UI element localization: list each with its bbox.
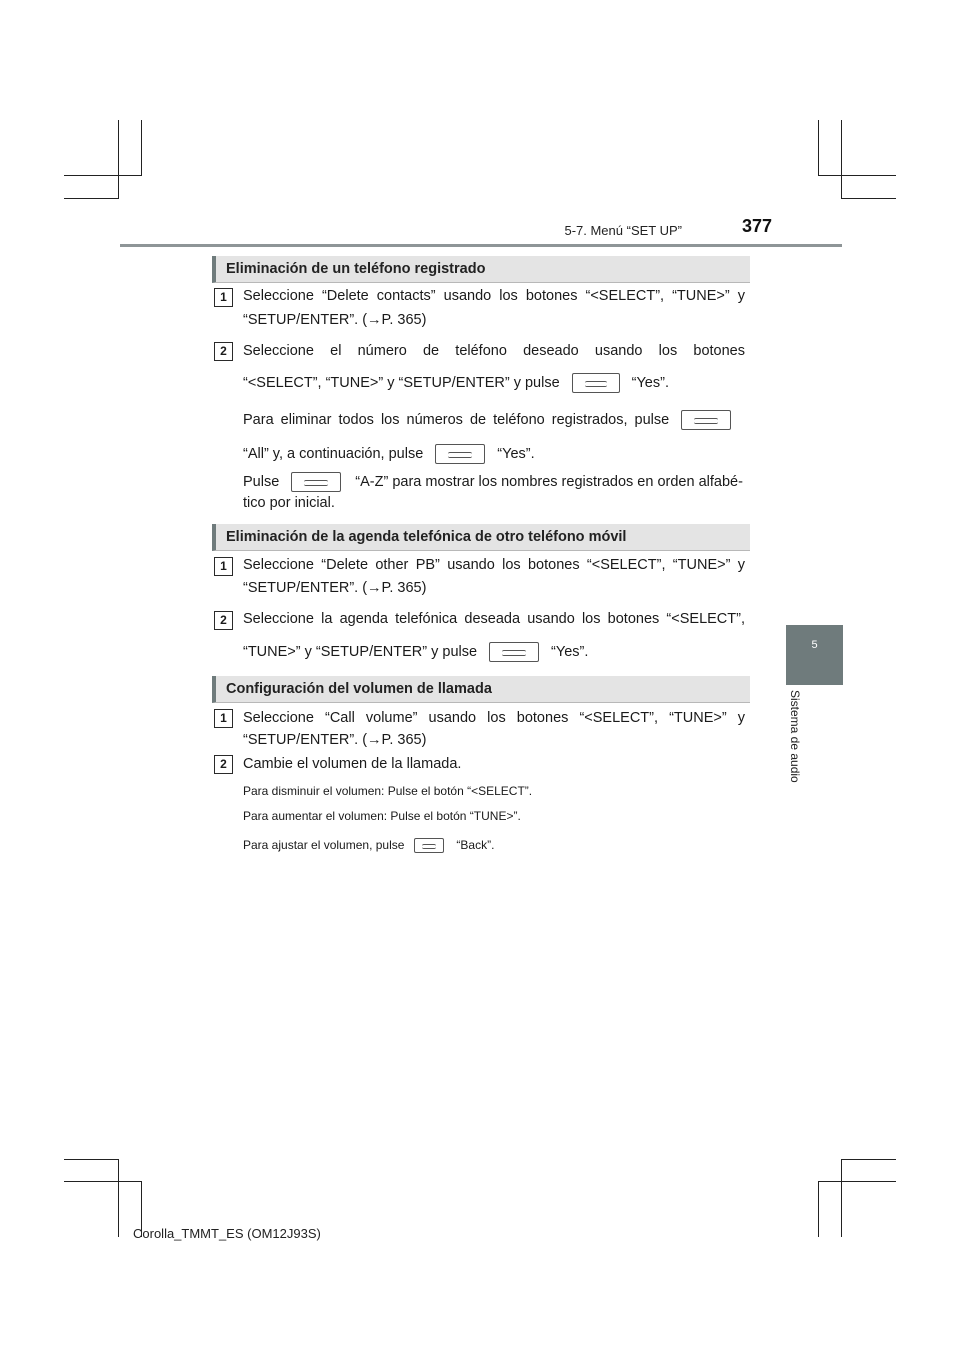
crop-mark (841, 1159, 842, 1237)
step-number: 2 (214, 611, 233, 630)
screen-button-icon (489, 642, 539, 662)
crop-mark (818, 1181, 819, 1237)
note-text-part: “Yes”. (497, 445, 535, 462)
step-text: Cambie el volumen de la llamada. (243, 756, 462, 772)
section-heading (212, 676, 750, 703)
step-text (243, 373, 669, 393)
step-text: Seleccione “Delete contacts” usando los botones “<SELECT”, “TUNE>” y (243, 288, 745, 304)
step-number: 1 (214, 557, 233, 576)
sub-note-part: Para ajustar el volumen, pulse (243, 838, 405, 852)
screen-button-icon (681, 410, 731, 430)
step-text-part: “Yes”. (631, 374, 669, 391)
crop-mark (841, 120, 842, 198)
note-text (243, 410, 745, 430)
crop-mark (118, 1159, 119, 1237)
section-title: Eliminación de un teléfono registrado (226, 261, 486, 277)
note-text (243, 444, 535, 464)
note-text-part: “All” y, a continuación, pulse (243, 445, 424, 462)
crop-mark (118, 120, 119, 198)
crop-mark (64, 1159, 119, 1160)
note-text: tico por inicial. (243, 495, 335, 511)
step-text-part: “<SELECT”, “TUNE>” y “SETUP/ENTER” y pulse (243, 374, 560, 391)
crop-mark (818, 120, 819, 175)
note-text-part: Para eliminar todos los números de teléfono registrados, pulse (243, 411, 670, 428)
screen-button-icon (572, 373, 620, 393)
step-number: 1 (214, 288, 233, 307)
crop-mark (818, 175, 896, 176)
crop-mark (141, 120, 142, 175)
screen-button-icon (414, 838, 444, 853)
sub-note: Para aumentar el volumen: Pulse el botón “TUNE>”. (243, 809, 521, 823)
sub-note: Para disminuir el volumen: Pulse el botón “<SELECT”. (243, 784, 533, 798)
header-section-ref: 5-7. Menú “SET UP” (564, 223, 682, 238)
crop-mark (818, 1181, 896, 1182)
sub-note-part: “Back”. (456, 838, 495, 852)
section-heading (212, 256, 750, 283)
chapter-label-container (787, 690, 805, 800)
document-id: Corolla_TMMT_ES (OM12J93S) (133, 1226, 321, 1241)
crop-mark (841, 198, 896, 199)
screen-button-icon (435, 444, 485, 464)
crop-mark (841, 1159, 896, 1160)
note-text-part: Pulse (243, 473, 280, 490)
crop-mark (64, 1181, 142, 1182)
chapter-label: Sistema de audio (788, 690, 802, 783)
header-rule (120, 244, 842, 247)
step-number: 2 (214, 342, 233, 361)
screen-button-icon (291, 472, 341, 492)
sub-note (243, 838, 494, 853)
section-heading (212, 524, 750, 551)
step-text: Seleccione el número de teléfono deseado usando los botones (243, 343, 745, 359)
step-text-part: “Yes”. (551, 643, 589, 660)
step-text: “SETUP/ENTER”. (→P. 365) (243, 312, 427, 328)
note-text-part: “A-Z” para mostrar los nombres registrados en orden alfabé- (355, 473, 743, 490)
page-number: 377 (742, 216, 773, 236)
step-text: Seleccione “Delete other PB” usando los botones “<SELECT”, “TUNE>” y (243, 557, 745, 573)
chapter-number: 5 (811, 639, 818, 651)
note-text (243, 472, 743, 492)
step-number: 1 (214, 709, 233, 728)
step-text-part: “TUNE>” y “SETUP/ENTER” y pulse (243, 643, 478, 660)
chapter-tab (786, 625, 843, 685)
crop-mark (64, 175, 142, 176)
step-text: Seleccione “Call volume” usando los botones “<SELECT”, “TUNE>” y (243, 710, 745, 726)
step-text: “SETUP/ENTER”. (→P. 365) (243, 732, 427, 748)
section-title: Eliminación de la agenda telefónica de otro teléfono móvil (226, 529, 627, 545)
step-text: “SETUP/ENTER”. (→P. 365) (243, 580, 427, 596)
crop-mark (64, 198, 119, 199)
step-text (243, 642, 588, 662)
step-text: Seleccione la agenda telefónica deseada usando los botones “<SELECT”, (243, 611, 745, 627)
section-title: Configuración del volumen de llamada (226, 681, 492, 697)
step-number: 2 (214, 755, 233, 774)
